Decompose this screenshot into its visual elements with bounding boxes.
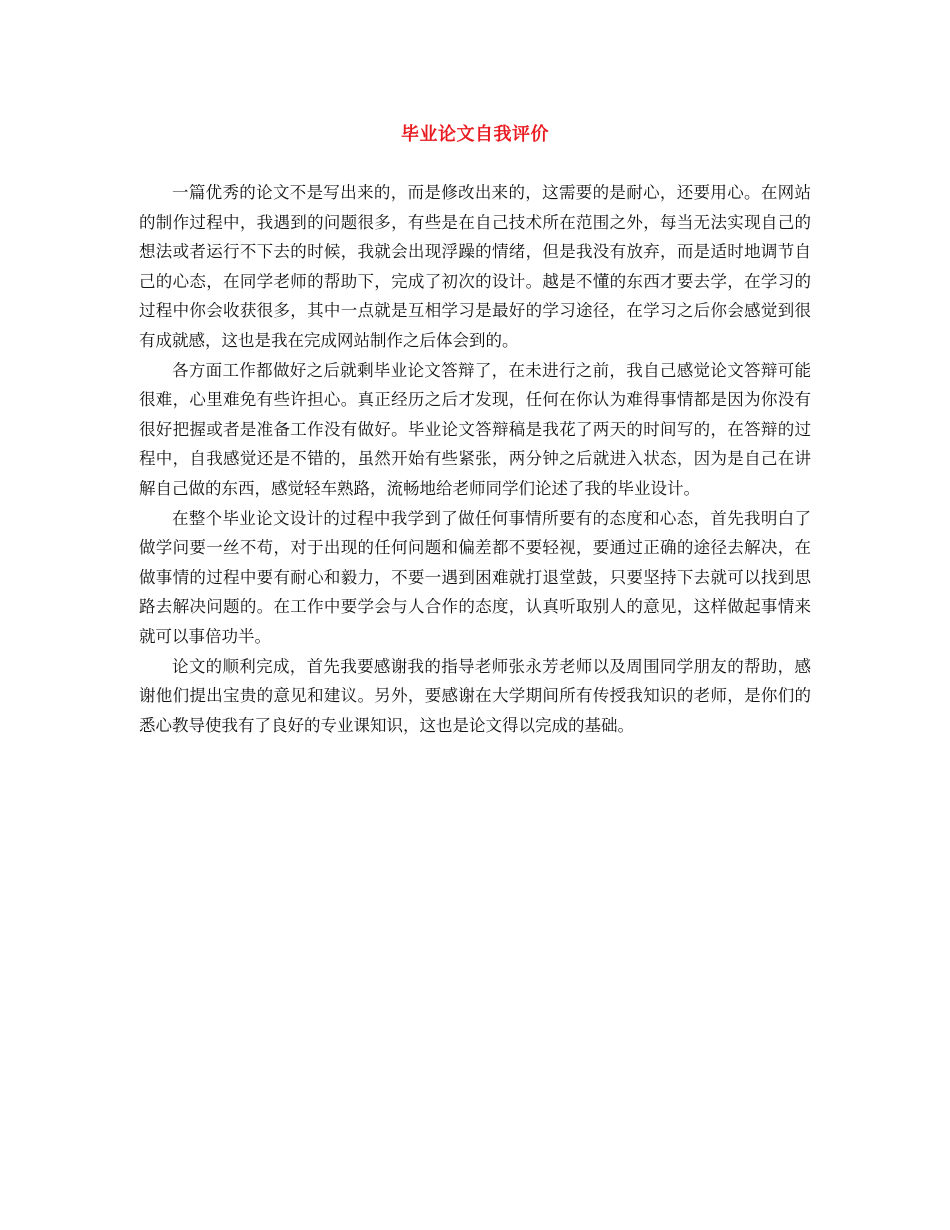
paragraph-1: 一篇优秀的论文不是写出来的，而是修改出来的，这需要的是耐心，还要用心。在网站的制作过程中，我遇到的问题很多，有些是在自己技术所在范围之外，每当无法实现自己的想法或者运行不下去的时候，我就会出现浮躁的情绪，但是我没有放弃，而是适时地调节自己的心态，在同学老师的帮助下，完成了初次的设计。越是不懂的东西才要去学，在学习的过程中你会收获很多，其中一点就是互相学习是最好的学习途径，在学习之后你会感觉到很有成就感，这也是我在完成网站制作之后体会到的。: [139, 183, 811, 350]
paragraph-2: 各方面工作都做好之后就剩毕业论文答辩了，在未进行之前，我自己感觉论文答辩可能很难，心里难免有些许担心。真正经历之后才发现，任何在你认为难得事情都是因为你没有很好把握或者是准备工作没有做好。毕业论文答辩稿是我花了两天的时间写的，在答辩的过程中，自我感觉还是不错的，虽然开始有些紧张，两分钟之后就进入状态，因为是自己在讲解自己做的东西，感觉轻车熟路，流畅地给老师同学们论述了我的毕业设计。: [139, 360, 811, 498]
paragraph-4: 论文的顺利完成，首先我要感谢我的指导老师张永芳老师以及周围同学朋友的帮助，感谢他们提出宝贵的意见和建议。另外，要感谢在大学期间所有传授我知识的老师，是你们的悉心教导使我有了良好的专业课知识，这也是论文得以完成的基础。: [139, 656, 811, 735]
paragraph-3: 在整个毕业论文设计的过程中我学到了做任何事情所要有的态度和心态，首先我明白了做学问要一丝不苟，对于出现的任何问题和偏差都不要轻视，要通过正确的途径去解决，在做事情的过程中要有耐心和毅力，不要一遇到困难就打退堂鼓，只要坚持下去就可以找到思路去解决问题的。在工作中要学会与人合作的态度，认真听取别人的意见，这样做起事情来就可以事倍功半。: [139, 508, 811, 646]
document-body: [139, 178, 811, 740]
document-title: 毕业论文自我评价: [401, 124, 549, 145]
